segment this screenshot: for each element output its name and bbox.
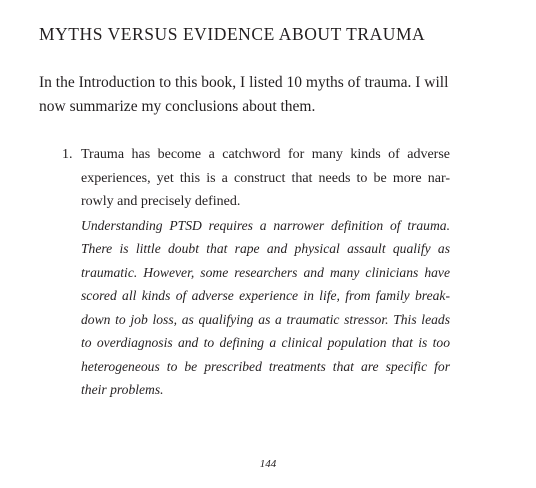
- intro-paragraph: [39, 71, 489, 119]
- item-italic-line: scored all kinds of adverse experience in life, from family break-: [81, 288, 450, 303]
- item-italic-line: down to job loss, as qualifying as a traumatic stressor. This leads: [81, 311, 450, 327]
- item-italic-line: There is little doubt that rape and physical assault qualify as: [81, 241, 450, 256]
- intro-line: In the Introduction to this book, I listed 10 myths of trauma. I will: [39, 74, 449, 91]
- list-item-body: [81, 143, 450, 402]
- item-italic-line: traumatic. However, some researchers and many clinicians have: [81, 264, 450, 280]
- section-heading: MYTHS VERSUS EVIDENCE ABOUT TRAUMA: [39, 24, 426, 44]
- page-number: 144: [259, 458, 277, 470]
- item-italic-line: their problems.: [81, 382, 164, 397]
- intro-line: now summarize my conclusions about them.: [39, 98, 316, 115]
- list-item-number: 1.: [62, 147, 73, 162]
- item-text-line: Trauma has become a catchword for many kinds of adverse: [81, 147, 450, 162]
- item-italic-line: to overdiagnosis and to defining a clinical population that is too: [81, 335, 450, 350]
- item-text-line: rowly and precisely defined.: [81, 194, 241, 209]
- item-text-line: experiences, yet this is a construct that needs to be more nar-: [81, 170, 450, 186]
- item-italic-line: heterogeneous to be prescribed treatments that are specific for: [81, 358, 450, 374]
- item-italic-line: Understanding PTSD requires a narrower definition of trauma.: [81, 217, 450, 233]
